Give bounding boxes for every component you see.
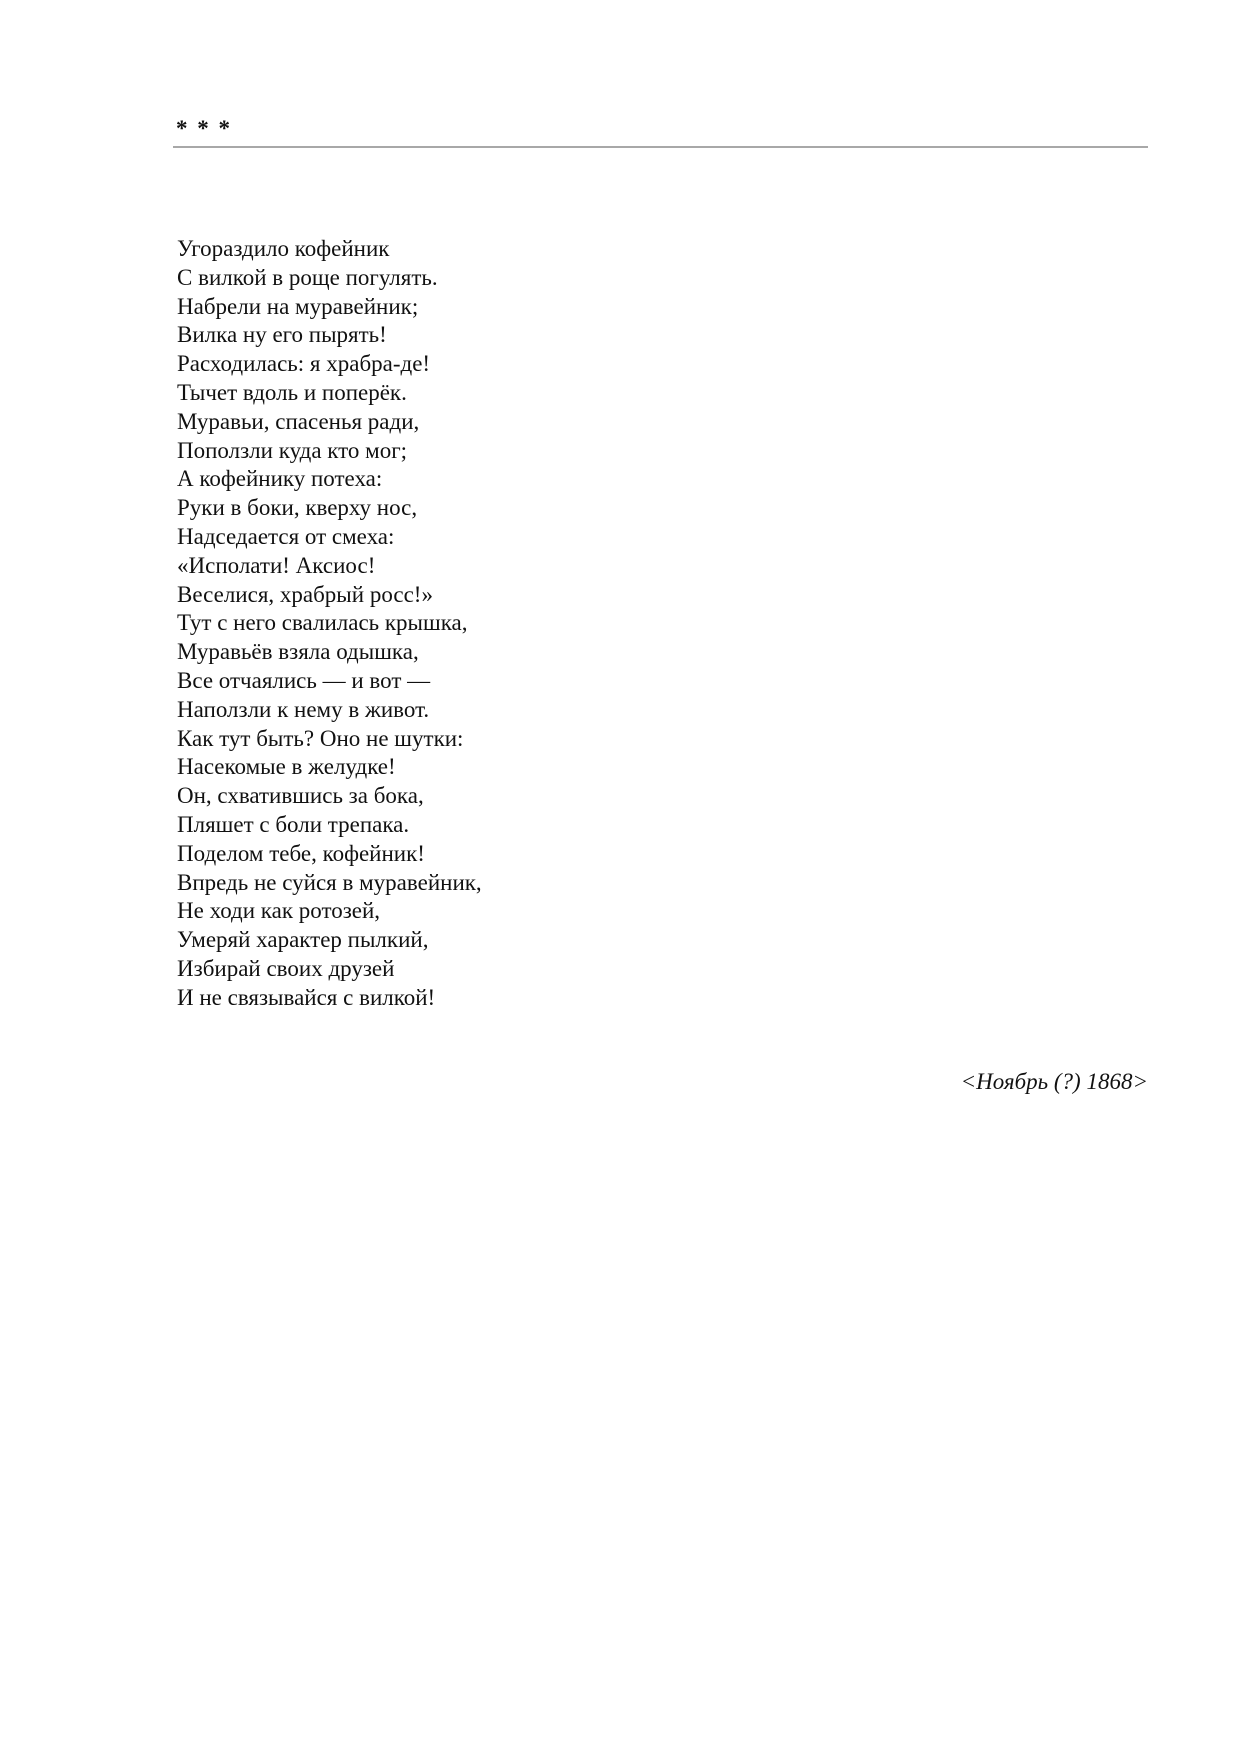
poem-date: <Ноябрь (?) 1868> xyxy=(960,1069,1148,1094)
poem-line: Надседается от смеха: xyxy=(177,523,395,549)
poem-line: Набрели на муравейник; xyxy=(177,293,419,319)
poem-line: Умеряй характер пылкий, xyxy=(177,927,429,953)
poem-line: Поделом тебе, кофейник! xyxy=(177,840,425,866)
poem-line: Пляшет с боли трепака. xyxy=(177,811,410,837)
poem-line: Муравьёв взяла одышка, xyxy=(177,639,419,665)
poem-line: Не ходи как ротозей, xyxy=(177,898,381,924)
poem-line: «Исполати! Аксиос! xyxy=(177,552,376,578)
poem-line: А кофейнику потеха: xyxy=(177,466,383,492)
poem-body xyxy=(177,235,482,1013)
poem-line: И не связывайся с вилкой! xyxy=(177,984,436,1010)
poem-line: Угораздило кофейник xyxy=(177,236,390,261)
heading-divider xyxy=(173,146,1148,148)
poem-line: Вилка ну его пырять! xyxy=(177,322,387,348)
poem-line: Тычет вдоль и поперёк. xyxy=(177,379,407,405)
poem-line: Муравьи, спасенья ради, xyxy=(177,408,420,434)
poem-line: Избирай своих друзей xyxy=(177,955,395,981)
poem-line: Он, схватившись за бока, xyxy=(177,783,424,809)
poem-line: Веселися, храбрый росс!» xyxy=(177,581,433,607)
poem-line: Поползли куда кто мог; xyxy=(177,437,408,463)
section-heading: * * * xyxy=(176,116,232,141)
poem-line: Наползли к нему в живот. xyxy=(177,696,430,722)
poem-line: Расходилась: я храбра-де! xyxy=(177,351,431,377)
poem-line: Как тут быть? Оно не шутки: xyxy=(177,725,464,751)
poem-line: Руки в боки, кверху нос, xyxy=(177,495,418,521)
poem-line: С вилкой в роще погулять. xyxy=(177,264,438,290)
poem-line: Все отчаялись — и вот — xyxy=(177,667,431,693)
poem-line: Насекомые в желудке! xyxy=(177,754,396,780)
poem-line: Впредь не суйся в муравейник, xyxy=(177,869,482,895)
poem-line: Тут с него свалилась крышка, xyxy=(177,610,468,636)
